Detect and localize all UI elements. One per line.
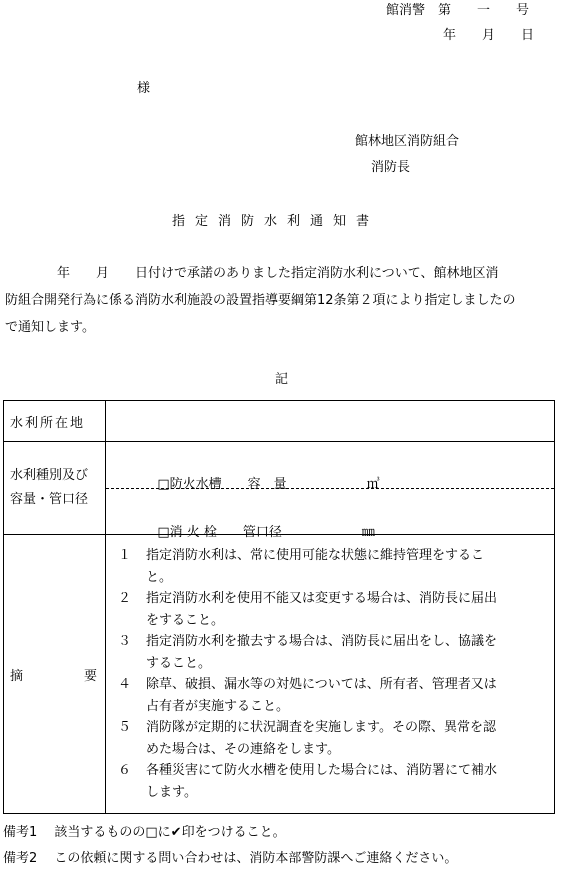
body-line-2: 防組合開発行為に係る消防水利施設の設置指導要綱第12条第２項により指定しましたの (5, 293, 516, 308)
note-item: ５ 消防隊が定期的に状況調査を実施します。その際、異常を認 めた場合は、その連絡をします。 (118, 720, 496, 757)
ki-heading: 記 (275, 372, 289, 387)
note-item: ６ 各種災害にて防火水槽を使用した場合には、消防署にて補水 します。 (118, 763, 498, 800)
note-item: ２ 指定消防水利を使用不能又は変更する場合は、消防長に届出 をすること。 (118, 591, 498, 628)
body-line-1: 年 月 日付けで承諾のありました指定消防水利について、館林地区消 (5, 266, 499, 281)
addressee: 様 (137, 81, 151, 96)
type-label-line1: 水利種別及び (10, 468, 89, 483)
sender-title: 消防長 (371, 160, 411, 175)
sender-organization: 館林地区消防組合 (355, 134, 460, 149)
note-item: ３ 指定消防水利を撤去する場合は、消防長に届出をし、協議を すること。 (118, 634, 498, 671)
details-table (3, 400, 555, 814)
summary-notes (106, 535, 555, 814)
remark-2: 備考2 この依頼に関する問い合わせは、消防本部警防課へご連絡ください。 (3, 851, 458, 866)
dashed-divider (106, 488, 554, 489)
body-line-3: で通知します。 (5, 320, 95, 335)
location-label: 水利所在地 (4, 401, 106, 442)
note-item: ４ 除草、破損、漏水等の対処については、所有者、管理者又は 占有者が実施すること。 (118, 677, 497, 714)
document-number: 館消警 第 一 号 (386, 3, 530, 18)
remark-1: 備考1 該当するものの□に✔印をつけること。 (3, 825, 286, 840)
type-label-line2: 容量・管口径 (10, 492, 89, 507)
checkbox-hydrant[interactable]: □ (157, 525, 170, 540)
type-options-cell (106, 442, 555, 540)
issue-date: 年 月 日 (443, 28, 535, 43)
type-label (4, 442, 106, 535)
summary-label: 摘 要 (4, 535, 106, 814)
note-item: １ 指定消防水利は、常に使用可能な状態に維持管理をするこ と。 (118, 548, 485, 585)
unit-cubic-meter: ㎥ (366, 477, 380, 492)
document-title: 指定消防水利通知書 (172, 214, 380, 229)
location-value[interactable] (106, 401, 555, 442)
checkbox-fire-cistern[interactable]: □ (157, 477, 170, 492)
option-hydrant: □消 火 栓 管口径 ㎜ (157, 525, 375, 540)
unit-millimeter: ㎜ (361, 525, 375, 540)
option-fire-cistern: □防火水槽 容 量 ㎥ (157, 477, 380, 492)
